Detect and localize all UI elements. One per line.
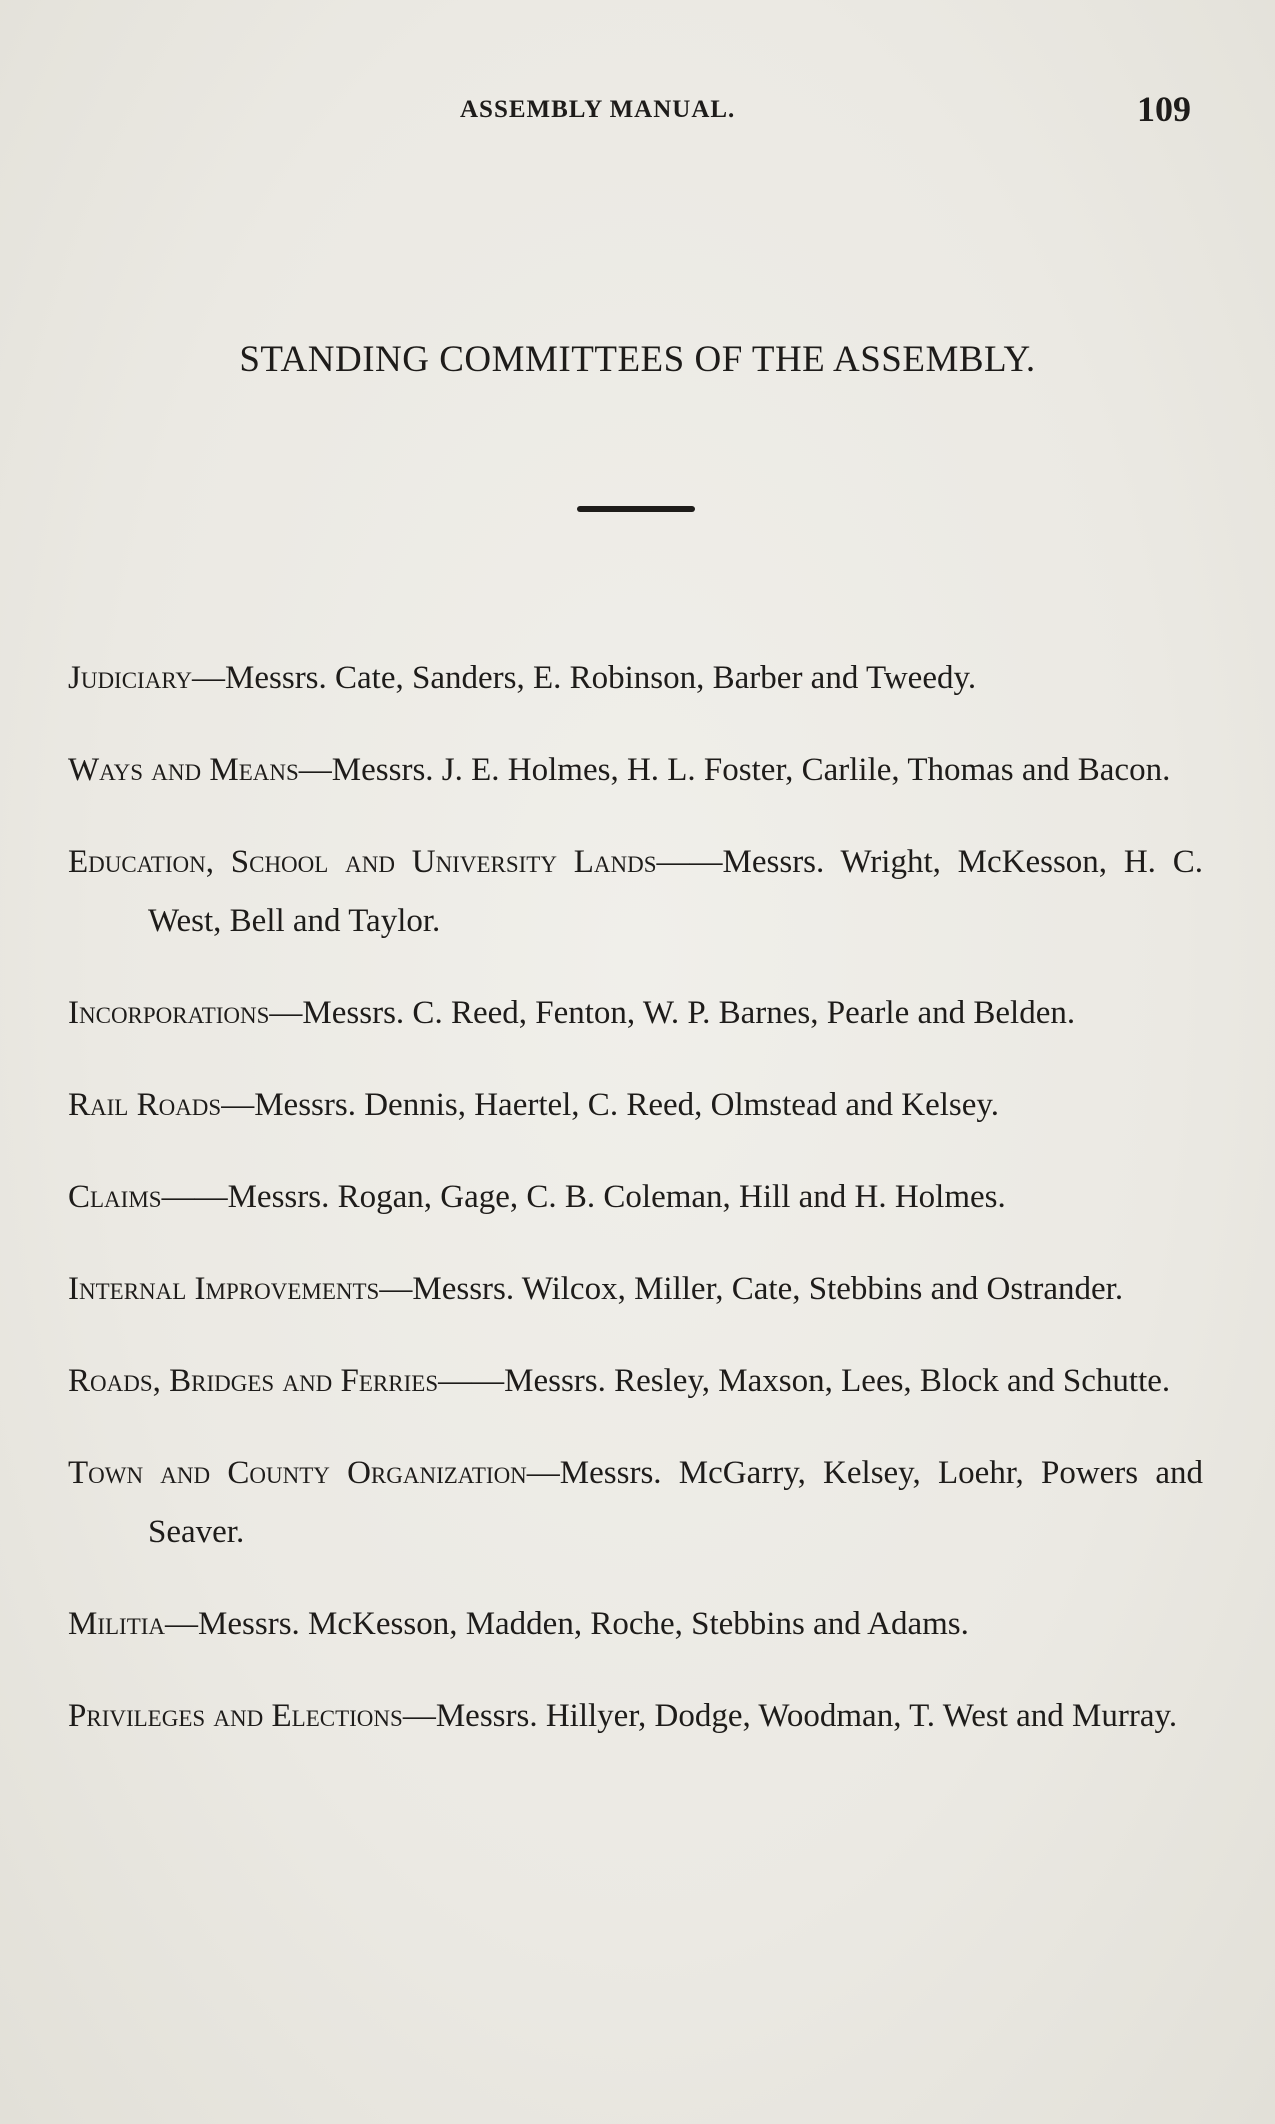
committee-list: [68, 616, 1203, 1760]
committee-name: Internal Improvements: [68, 1271, 380, 1307]
committee-entry: [68, 649, 1203, 708]
committee-members: ——Messrs. Resley, Maxson, Lees, Block and Schutte.: [438, 1363, 1171, 1399]
committee-members: —Messrs. C. Reed, Fenton, W. P. Barnes, Pearle and Belden.: [269, 995, 1076, 1031]
committee-entry: [68, 1352, 1203, 1411]
committee-entry: [68, 1260, 1203, 1319]
committee-entry: [68, 1168, 1203, 1227]
committee-members: —Messrs. Dennis, Haertel, C. Reed, Olmstead and Kelsey.: [221, 1087, 999, 1123]
committee-name: Rail Roads: [68, 1087, 222, 1123]
committee-members: —Messrs. Wilcox, Miller, Cate, Stebbins and Ostrander.: [379, 1271, 1124, 1307]
committee-name: Claims: [68, 1179, 162, 1215]
committee-name: Incorporations: [68, 995, 270, 1031]
committee-members: ——Messrs. Rogan, Gage, C. B. Coleman, Hill and H. Holmes.: [161, 1179, 1006, 1215]
committee-entry: [68, 1595, 1203, 1654]
committee-members: —Messrs. Cate, Sanders, E. Robinson, Barber and Tweedy.: [192, 660, 977, 696]
committee-members: —Messrs. Hillyer, Dodge, Woodman, T. West and Murray.: [402, 1698, 1178, 1734]
committee-entry: [68, 1444, 1203, 1562]
committee-entry: [68, 984, 1203, 1043]
committee-members: —Messrs. McGarry, Kelsey, Loehr, Powers and Seaver.: [148, 1455, 1203, 1550]
committee-entry: [68, 1687, 1203, 1746]
committee-name: Ways and Means: [68, 752, 299, 788]
committee-entry: [68, 741, 1203, 800]
committee-members: —Messrs. J. E. Holmes, H. L. Foster, Carlile, Thomas and Bacon.: [298, 752, 1171, 788]
committee-members: ——Messrs. Wright, McKesson, H. C. West, Bell and Taylor.: [148, 844, 1203, 939]
committee-name: Roads, Bridges and Ferries: [68, 1363, 439, 1399]
committee-members: —Messrs. McKesson, Madden, Roche, Stebbins and Adams.: [165, 1606, 969, 1642]
committee-name: Privileges and Elections: [68, 1698, 403, 1734]
committee-name: Education, School and University Lands: [68, 844, 657, 880]
committee-name: Judiciary: [68, 660, 193, 696]
committee-entry: [68, 833, 1203, 951]
committee-name: Town and County Organization: [68, 1455, 527, 1491]
page-number: 109: [1137, 89, 1191, 129]
committee-entry: [68, 1076, 1203, 1135]
section-heading: STANDING COMMITTEES OF THE ASSEMBLY.: [239, 339, 1036, 380]
running-header: [0, 89, 1275, 136]
running-title: ASSEMBLY MANUAL.: [460, 96, 736, 123]
heading-rule: [577, 506, 695, 512]
committee-name: Militia: [68, 1606, 166, 1642]
